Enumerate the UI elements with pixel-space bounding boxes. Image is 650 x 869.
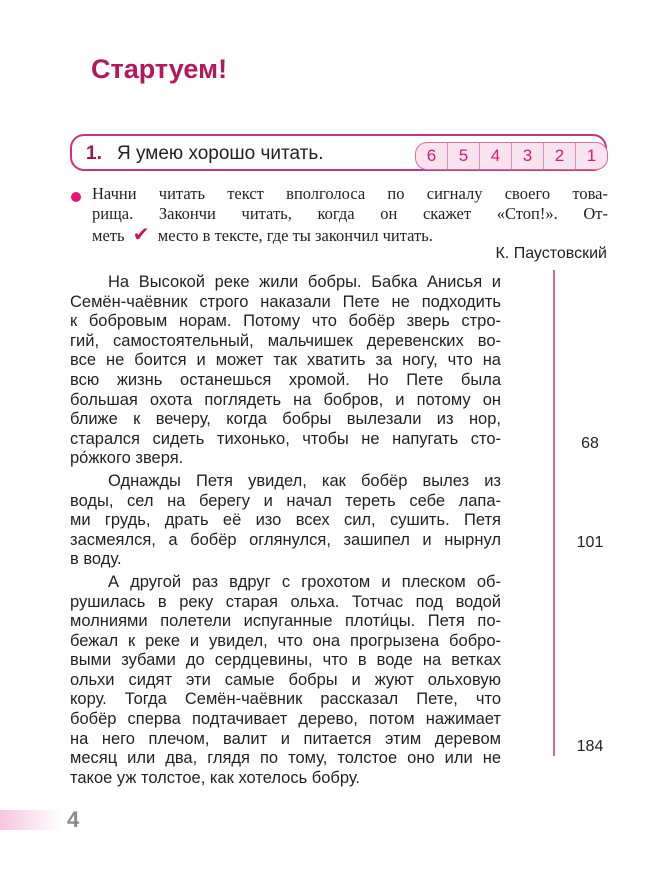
text-line: На Высокой реке жили бобры. Бабка Анисья и: [108, 273, 501, 291]
self-assessment-scale: [415, 142, 608, 170]
word-count-2: 101: [576, 534, 604, 551]
text-line: выми зубами до сердцевины, что в воде на ветках: [70, 651, 501, 670]
text-line: ближе к вечеру, когда бобры вылезали из нор,: [70, 410, 501, 429]
scale-cell-4[interactable]: 4: [479, 143, 511, 169]
scale-cell-3[interactable]: 3: [511, 143, 543, 169]
text-line: засмеялся, а бобёр оглянулся, зашипел и нырнул: [70, 530, 501, 549]
text-line: рушилась в реку старая ольха. Тотчас под водой: [70, 592, 501, 611]
scale-cell-5[interactable]: 5: [447, 143, 479, 169]
instruction-text: меть: [92, 226, 125, 245]
text-line: молниями полетели испуганные плоти́цы. Петя по-: [70, 612, 501, 631]
text-line: бобёр сперва подтачивает дерево, потом нажимает: [70, 710, 501, 729]
text-line: кору. Тогда Семён-чаёвник рассказал Пете, что: [70, 690, 501, 709]
text-line: все не боится и может так хватить за ногу, что на: [70, 351, 501, 370]
text-line: А другой раз вдруг с грохотом и плеском об-: [108, 572, 501, 591]
text-line: такое уж толстое, как хотелось бобру.: [70, 768, 361, 787]
text-line: бежал к реке и увидел, что она прогрызена бобро-: [70, 631, 501, 650]
text-line: на него плечом, валит и питается этим деревом: [70, 729, 501, 748]
bullet-icon: [71, 192, 81, 202]
reading-text: [70, 273, 501, 791]
text-line: к бобровым норам. Потому что бобёр зверь стро-: [70, 312, 501, 331]
page-number: 4: [67, 807, 80, 832]
instruction-line: [92, 224, 608, 244]
text-line: большая охота поглядеть на бобров, и потому он: [70, 390, 501, 409]
task-text: Я умею хорошо читать.: [117, 143, 324, 164]
text-line: в воду.: [70, 550, 122, 569]
word-count-3: 184: [576, 738, 604, 755]
paragraph: [70, 472, 501, 570]
scale-cell-6[interactable]: 6: [426, 146, 437, 165]
task-number: 1.: [86, 143, 102, 164]
text-line: воды, сел на берегу и начал тереть себе лапа-: [70, 491, 501, 510]
page-title: Стартуем!: [91, 54, 228, 84]
author: К. Паустовский: [495, 245, 607, 262]
text-line: Семён-чаёвник строго наказали Пете не подходить: [70, 292, 501, 311]
text-line: месяц или два, глядя по тому, толстое оно или не: [70, 749, 501, 768]
word-count-1: 68: [581, 435, 599, 452]
text-line: ольхи сидят эти самые бобры и жуют ольховую: [70, 670, 501, 689]
instruction-line: рища. Закончи читать, когда он скажет «Стоп!». От-: [92, 204, 608, 223]
text-line: ро́жкого зверя.: [70, 449, 184, 468]
task-header: [70, 134, 607, 171]
instruction: [92, 184, 608, 244]
paragraph: [70, 273, 501, 469]
text-line: Однажды Петя увидел, как бобёр вылез из: [108, 471, 501, 490]
scale-cell-1[interactable]: 1: [575, 143, 607, 169]
margin-divider: [553, 270, 555, 756]
page-number-bar: [0, 810, 62, 830]
instruction-text: место в тексте, где ты закончил читать.: [157, 226, 433, 245]
scale-cell-2[interactable]: 2: [543, 143, 575, 169]
checkmark-icon: ✔: [132, 222, 150, 246]
text-line: гий, самостоятельный, мальчишек деревенских во-: [70, 331, 501, 350]
text-line: ми грудь, драть её изо всех сил, сушить. Петя: [70, 511, 501, 530]
text-line: всю жизнь останешься хромой. Но Пете была: [70, 370, 501, 389]
instruction-line: Начни читать текст вполголоса по сигналу своего това-: [92, 184, 608, 203]
text-line: старался сидеть тихонько, чтобы не напугать сто-: [70, 429, 501, 448]
paragraph: [70, 573, 501, 789]
